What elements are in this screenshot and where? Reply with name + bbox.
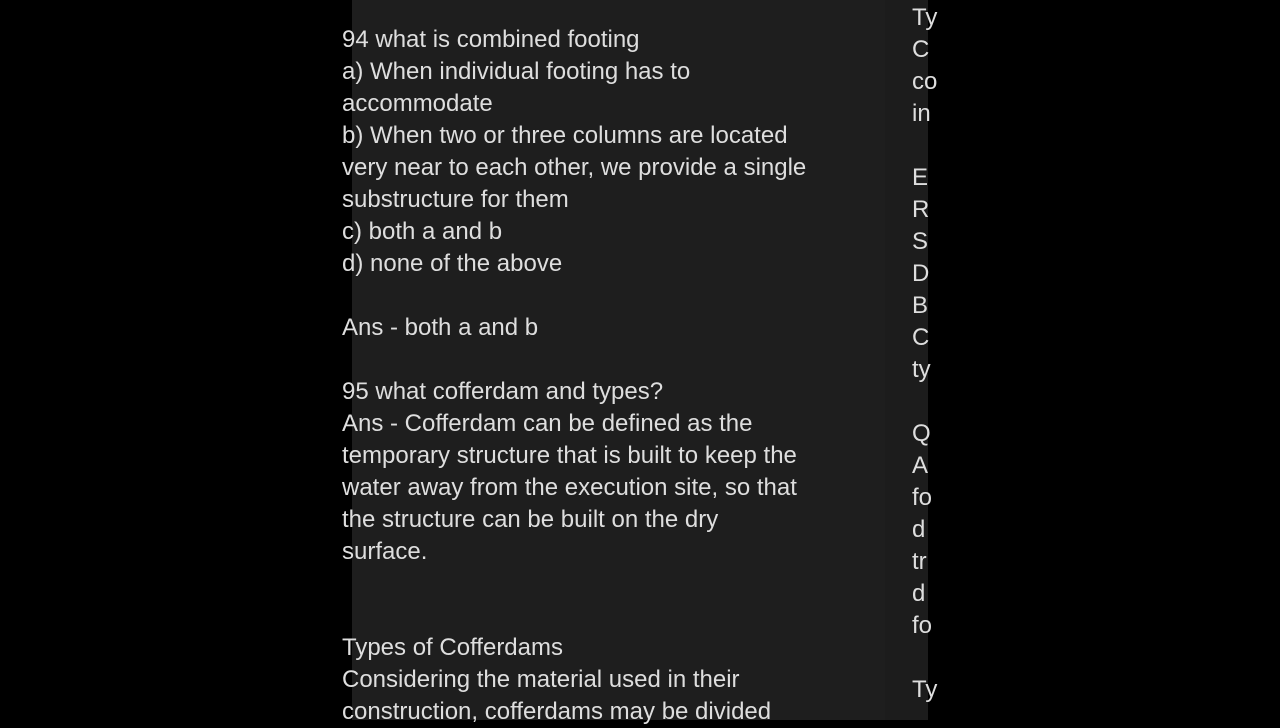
text-line: the structure can be built on the dry	[342, 506, 719, 533]
text-line: tr	[912, 548, 927, 575]
document-panel	[342, 0, 938, 725]
text-line: d	[912, 516, 926, 543]
text-line: surface.	[342, 538, 428, 565]
text-line: d	[912, 580, 926, 607]
text-line: in	[912, 100, 931, 127]
text-line: R	[912, 196, 930, 223]
text-line: Types of Cofferdams	[342, 634, 563, 661]
text-line: construction, cofferdams may be divided	[342, 698, 772, 725]
text-line: fo	[912, 612, 933, 639]
text-line: d) none of the above	[342, 250, 563, 277]
text-line: water away from the execution site, so that	[342, 474, 797, 501]
text-line: temporary structure that is built to keep the	[342, 442, 797, 469]
text-line: B	[912, 292, 929, 319]
text-line: ty	[912, 356, 931, 383]
text-line: Ty	[912, 4, 938, 31]
text-line: A	[912, 452, 929, 479]
text-line: fo	[912, 484, 933, 511]
text-line: C	[912, 36, 930, 63]
text-line: 94 what is combined footing	[342, 26, 640, 53]
text-line: a) When individual footing has to	[342, 58, 691, 85]
text-line: b) When two or three columns are located	[342, 122, 788, 149]
text-line: very near to each other, we provide a single	[342, 154, 807, 181]
text-line: co	[912, 68, 938, 95]
text-line: Considering the material used in their	[342, 666, 740, 693]
text-line: D	[912, 260, 930, 287]
text-line: accommodate	[342, 90, 493, 117]
text-line: S	[912, 228, 929, 255]
text-line: substructure for them	[342, 186, 569, 213]
text-line: C	[912, 324, 930, 351]
text-line: Q	[912, 420, 931, 447]
text-line: Ans - both a and b	[342, 314, 539, 341]
text-line: c) both a and b	[342, 218, 503, 245]
text-line: Ty	[912, 676, 938, 703]
text-line: E	[912, 164, 929, 191]
text-line: Ans - Cofferdam can be defined as the	[342, 410, 753, 437]
text-line: 95 what cofferdam and types?	[342, 378, 664, 405]
